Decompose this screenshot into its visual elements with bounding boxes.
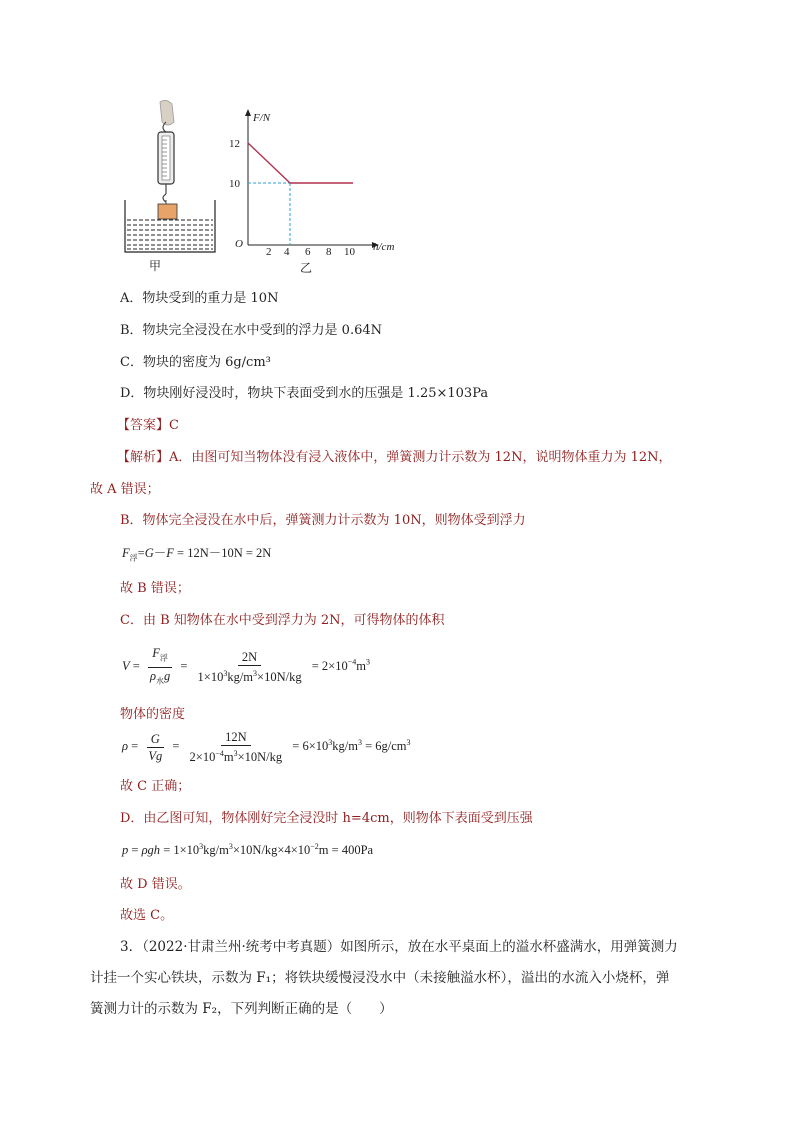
option-c: C．物块的密度为 6g/cm³ — [120, 355, 271, 370]
question3-line3: 簧测力计的示数为 F₂，下列判断正确的是（ ） — [90, 1001, 393, 1017]
analysis-b-formula: $F_浮=G-F = 12N-10N = 2N$ — [122, 546, 272, 563]
analysis-a-line2: 故 A 错误； — [90, 482, 160, 497]
x-tick-4: 4 — [284, 246, 290, 258]
x-tick-6: 6 — [305, 246, 311, 258]
x-tick-8: 8 — [326, 246, 332, 258]
question3-line1: 3．（2022·甘肃兰州·统考中考真题）如图所示，放在水平桌面上的溢水杯盛满水，用弹簧测力 — [120, 939, 678, 955]
y-tick-12: 12 — [229, 138, 240, 150]
analysis-c-line: C．由 B 知物体在水中受到浮力为 2N，可得物体的体积 — [120, 613, 445, 628]
x-tick-2: 2 — [266, 246, 272, 258]
analysis-d-line: D．由乙图可知，物体刚好完全浸没时 h=4cm，则物体下表面受到压强 — [120, 811, 533, 826]
analysis-b-line: B．物体完全浸没在水中后，弹簧测力计示数为 10N，则物体受到浮力 — [120, 513, 526, 528]
block — [158, 204, 177, 219]
analysis-final: 故选 C。 — [120, 908, 174, 923]
option-a: A．物块受到的重力是 10N — [120, 291, 279, 306]
analysis-c-conclusion: 故 C 正确； — [120, 779, 191, 794]
option-b: B．物块完全浸没在水中受到的浮力是 0.64N — [120, 323, 383, 338]
analysis-c-volume-formula: V = $\frac{F_浮}{\rho_水g}$ = $\frac{2N}{1\times 10^3kg/m^3\times 10N/kg}$ = $2\times 10^{-4}m^3$ — [122, 646, 370, 685]
spring-scale-figure — [120, 100, 220, 275]
analysis-d-conclusion: 故 D 错误。 — [120, 877, 191, 892]
graph-guides — [248, 183, 290, 245]
y-axis-label: F/N — [253, 112, 271, 124]
graph-series — [248, 143, 353, 183]
analysis-b-conclusion: 故 B 错误； — [120, 581, 190, 596]
y-tick-10: 10 — [229, 178, 240, 190]
analysis-c-density-formula: ρ = $\frac{G}{Vg}$ = $\frac{12N}{2\times 10^{-4}m^3\times 10N/kg}$ = $6\times 10^3kg/m^3 = 6g/cm^3$ — [122, 730, 411, 765]
origin-label: O — [235, 238, 243, 250]
analysis-c-density-label: 物体的密度 — [120, 707, 186, 722]
answer: 【答案】C — [117, 418, 179, 433]
x-tick-10: 10 — [344, 246, 355, 258]
analysis-d-formula: $p = \rho gh = 1\times 10^3kg/m^3\times 10N/kg\times 4\times 10^{-2}m = 400Pa$ — [122, 842, 374, 858]
question3-line2: 计挂一个实心铁块，示数为 F₁；将铁块缓慢浸没水中（未接触溢水杯），溢出的水流入小烧杯，弹 — [90, 970, 670, 986]
series-segment — [248, 143, 290, 183]
option-d: D．物块刚好浸没时，物块下表面受到水的压强是 1.25×103Pa — [120, 386, 489, 401]
figure-right-label: 乙 — [300, 261, 313, 275]
x-axis-label: h/cm — [373, 241, 395, 253]
force-depth-graph — [225, 105, 405, 275]
figure-left-label: 甲 — [149, 259, 162, 273]
analysis-a-line1: 【解析】A．由图可知当物体没有浸入液体中，弹簧测力计示数为 12N，说明物体重力为 12N， — [117, 450, 672, 465]
